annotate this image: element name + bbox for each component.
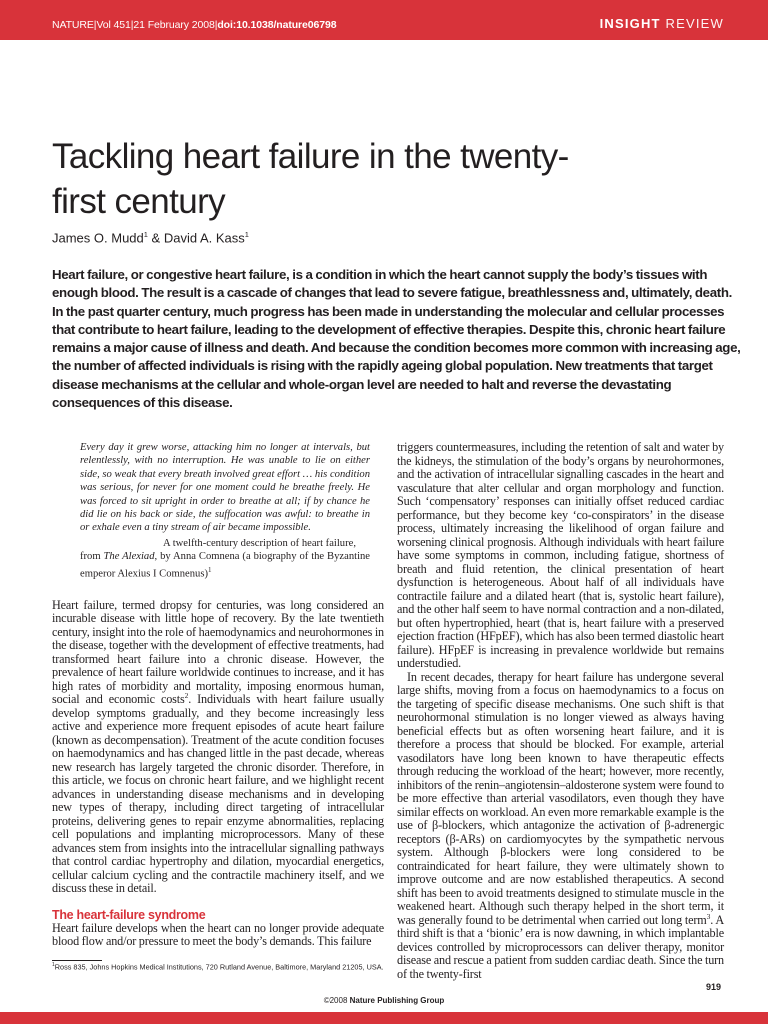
body-paragraph (397, 671, 724, 982)
journal-name: NATURE (52, 19, 94, 31)
section-review: REVIEW (665, 16, 724, 31)
section-insight: INSIGHT (599, 16, 661, 31)
column-right (397, 441, 724, 981)
body-paragraph: triggers countermeasures, including the retention of salt and water by the kidneys, the stimulation of the body’s organs by neurohormones, and the activation of intracellular signalling cascades in the heart and vasculature that alter cellular and organ morphology and function. Such ‘compensatory’ responses can initially offset reduced cardiac performance, but they become key ‘co-conspirators’ in the disease process, ultimately increasing the likelihood of organ failure and worsening clinical prognosis. Although individuals with heart failure have some symptoms in common, including fatigue, shortness of breath and fluid retention, the clinical presentation of heart dysfunction is heterogeneous. About half of all individuals have contractile failure and a dilated heart (that is, systolic heart failure), and the other half seem to have normal contraction and a non-dilated, but often hypertrophied, heart (that is, heart failure with a preserved ejection fraction (HFpEF), which has also been termed diastolic heart failure). HFpEF is increasing in prevalence worldwide but remains understudied. (397, 440, 724, 670)
author-name: David A. Kass (163, 230, 245, 246)
section-heading: The heart-failure syndrome (52, 907, 206, 922)
author-separator: & (147, 230, 164, 246)
epigraph-quote: Every day it grew worse, attacking him no longer at intervals, but relentlessly, with no interruption. He was unable to lie on either side, so weak that every breath involved great effort … his condition was serious, for never for one moment could he breathe freely. He was forced to sit upright in order to breathe at all; if by chance he did lie on his back or side, the suffocation was awful: to breathe in or exhale even a tiny stream of air became impossible. (80, 442, 370, 534)
body-paragraph: Heart failure develops when the heart can no longer provide adequate blood flow and/or pressure to meet the body’s demands. This failure (52, 920, 384, 949)
column-left (52, 441, 384, 949)
book-title: The Alexiad (103, 551, 155, 563)
separator: | (214, 19, 218, 31)
affiliation-footnote (52, 962, 384, 971)
footnote-mark: 1 (52, 962, 55, 968)
epigraph-source-text: from (80, 551, 104, 563)
doi: doi:10.1038/nature06798 (217, 19, 337, 31)
article-title: Tackling heart failure in the twenty-first century (52, 137, 569, 221)
body-text: Heart failure, termed dropsy for centuries, was long considered an incurable disease with little hope of recovery. By the late twentieth century, insight into the role of haemodynamics and neurohormones in the disease, together with the development of effective treatments, had transformed heart failure into a chronic disease. However, the prevalence of heart failure worldwide continues to increase, and it has high rates of morbidity and mortality, imposing enormous human, social and economic costs (52, 597, 384, 707)
copyright (0, 996, 768, 1005)
footnote-text: Ross 835, Johns Hopkins Medical Institutions, 720 Rutland Avenue, Baltimore, Maryland 21205, USA. (54, 962, 384, 972)
journal-citation (52, 19, 336, 31)
body-text: In recent decades, therapy for heart failure has undergone several large shifts, moving from a focus on haemodynamics to a focus on the targeting of specific disease mechanisms. One such shift is that neurohormonal stimulation is no longer viewed as always having beneficial effects but as often worsening heart failure, and it is therefore a process that should be blocked. For example, arterial vasodilators have long been known to have therapeutic effects through reducing the workload of the heart; however, more recently, inhibitors of the renin–angiotensin–aldosterone system were found to be more effective than arterial vasodilators, even though they have similar effects on workload. An even more remarkable example is the use of β-blockers, which antagonize the activation of β-adrenergic receptors (β-ARs) on cardiomyocytes by the sympathetic nervous system. Although β-blockers were long considered to be contraindicated for heart failure, they were ultimately shown to improve outcome and are now established therapeutics. A second shift has been to avoid treatments designed to stimulate muscle in the weakened heart. Although such therapy helped in the short term, it was generally found to be detrimental when carried out long term (397, 669, 724, 927)
body-text: . A third shift is that a ‘bionic’ era is now dawning, in which implantable devices controlled by microprocessors can deliver therapy, monitor disease and rescue a patient from sudden cardiac death. Since the turn of the twenty-first (397, 912, 724, 981)
separator: | (130, 19, 134, 31)
volume: Vol 451 (96, 19, 131, 31)
abstract: Heart failure, or congestive heart failure, is a condition in which the heart cannot supply the body’s tissues with enough blood. The result is a cascade of changes that lead to severe fatigue, breathlessness and, ultimately, death. In the past quarter century, much progress has been made in understanding the molecular and cellular processes that contribute to heart failure, leading to the development of effective therapies. Despite this, chronic heart failure remains a major cause of illness and death. And because the condition becomes more common with increasing age, the number of affected individuals is rising with the rapidly ageing global population. New treatments that target disease mechanisms at the cellular and whole-organ level are needed to halt and reverse the devastating consequences of this disease. (52, 267, 741, 411)
separator: | (93, 19, 97, 31)
affiliation-mark: 1 (143, 230, 148, 239)
epigraph-source-line: A twelfth-century description of heart failure, (163, 537, 356, 549)
footnote-rule (52, 960, 102, 961)
issue-date: 21 February 2008 (133, 19, 215, 31)
author-name: James O. Mudd (52, 230, 144, 246)
reference-mark: 1 (207, 565, 212, 574)
copyright-text: ©2008 (323, 996, 350, 1005)
body-paragraph (52, 599, 384, 896)
reference-mark: 2 (184, 691, 189, 701)
page-number: 919 (706, 982, 722, 992)
epigraph-source-text: , by Anna Comnena (a biography of the Byzantine emperor Alexius I Comnenus) (80, 551, 371, 580)
section-label (600, 16, 724, 31)
body-text: . Individuals with heart failure usually develop symptoms gradually, and they become increasingly less active and experience more frequent episodes of acute heart failure (known as decompensation). Treatment of the acute condition focuses on haemodynamics and has changed little in the past decade, whereas new research has largely targeted the chronic disorder. Therefore, in this article, we focus on chronic heart failure, and we highlight recent advances in understanding disease mechanisms and in developing new types of therapy, including direct targeting of intracellular proteins, delivering genes to repair enzyme abnormalities, replacing cell populations and implanting microprocessors. Many of these advances stem from insights into the intracellular signalling pathways that control cardiac hypertrophy and dilation, myocardial energetics, cellular calcium cycling and the contractile machinery itself, and we discuss these in detail. (52, 692, 385, 896)
authors (52, 230, 249, 245)
epigraph-source (80, 537, 370, 581)
publisher-name: Nature Publishing Group (349, 996, 445, 1005)
affiliation-mark: 1 (244, 230, 249, 239)
footer-bar (0, 1012, 768, 1024)
reference-mark: 3 (706, 911, 711, 921)
